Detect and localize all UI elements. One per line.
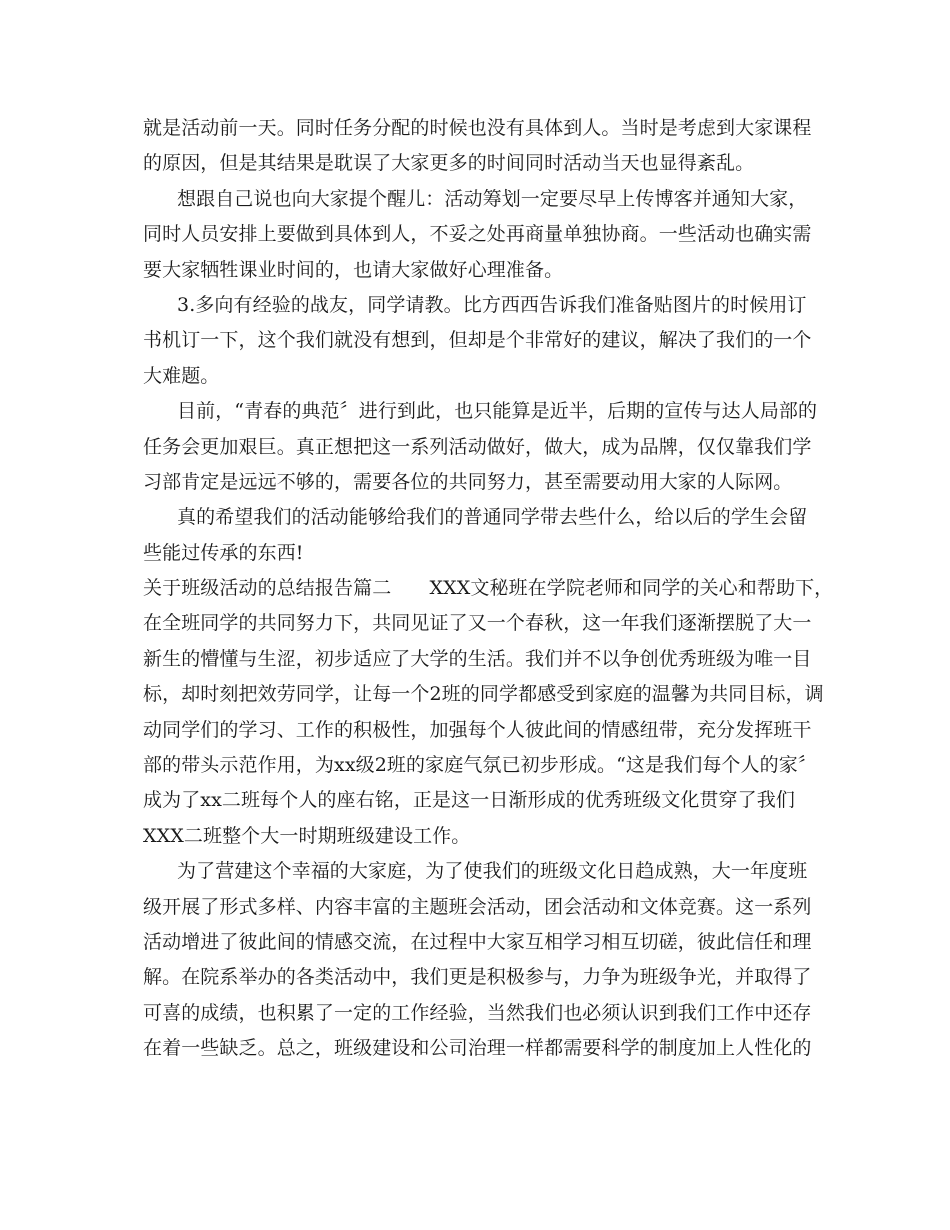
section-heading-line: 关于班级活动的总结报告篇二 XXX文秘班在学院老师和同学的关心和帮助下，	[143, 577, 834, 600]
text-line: 级开展了形式多样、内容丰富的主题班会活动，团会活动和文体竞赛。这一系列	[143, 895, 812, 918]
text-line: 想跟自己说也向大家提个醒儿：活动筹划一定要尽早上传博客并通知大家，	[177, 187, 808, 210]
text-line: 目前，“青春的典范〞进行到此，也只能算是近半，后期的宣传与达人局部的	[177, 400, 818, 423]
document-body	[143, 111, 834, 1067]
text-line: XXX二班整个大一时期班级建设工作。	[143, 824, 471, 847]
text-line: 解。在院系举办的各类活动中，我们更是积极参与，力争为班级争光，并取得了	[143, 966, 812, 989]
text-line: 任务会更加艰巨。真正想把这一系列活动做好，做大，成为品牌，仅仅靠我们学	[143, 435, 812, 458]
text-line: 的原因，但是其结果是耽误了大家更多的时间同时活动当天也显得紊乱。	[143, 152, 755, 175]
text-line: 习部肯定是远远不够的，需要各位的共同努力，甚至需要动用大家的人际网。	[143, 470, 793, 493]
text-line: 为了营建这个幸福的大家庭，为了使我们的班级文化日趋成熟，大一年度班	[177, 860, 808, 883]
text-line: 真的希望我们的活动能够给我们的普通同学带去些什么，给以后的学生会留	[177, 506, 808, 529]
text-line: 就是活动前一天。同时任务分配的时候也没有具体到人。当时是考虑到大家课程	[143, 117, 812, 139]
text-line: 同时人员安排上要做到具体到人，不妥之处再商量单独协商。一些活动也确实需	[143, 223, 812, 246]
text-line: 些能过传承的东西!	[143, 541, 304, 564]
text-line: 大难题。	[143, 364, 220, 387]
text-line: 书机订一下，这个我们就没有想到，但却是个非常好的建议，解决了我们的一个	[143, 329, 812, 352]
text-line: 活动增进了彼此间的情感交流，在过程中大家互相学习相互切磋，彼此信任和理	[143, 930, 812, 953]
text-line: 要大家牺牲课业时间的，也请大家做好心理准备。	[143, 258, 564, 281]
text-line: 标，却时刻把效劳同学，让每一个2班的同学都感受到家庭的温馨为共同目标，调	[143, 683, 824, 706]
text-line: 可喜的成绩，也积累了一定的工作经验，当然我们也必须认识到我们工作中还存	[143, 1001, 812, 1024]
text-line: 在全班同学的共同努力下，共同见证了又一个春秋，这一年我们逐渐摆脱了大一	[143, 612, 812, 635]
text-line: 新生的懵懂与生涩，初步适应了大学的生活。我们并不以争创优秀班级为唯一目	[143, 647, 812, 670]
text-line: 在着一些缺乏。总之，班级建设和公司治理一样都需要科学的制度加上人性化的	[143, 1037, 812, 1060]
text-line: 动同学们的学习、工作的积极性，加强每个人彼此间的情感纽带，充分发挥班干	[143, 718, 812, 741]
text-line: 部的带头示范作用，为xx级2班的家庭气氛已初步形成。“这是我们每个人的家〞	[143, 754, 817, 777]
text-line: 成为了xx二班每个人的座右铭，正是这一日渐形成的优秀班级文化贯穿了我们	[143, 789, 795, 812]
text-line: 3.多向有经验的战友，同学请教。比方西西告诉我们准备贴图片的时候用订	[177, 293, 807, 316]
